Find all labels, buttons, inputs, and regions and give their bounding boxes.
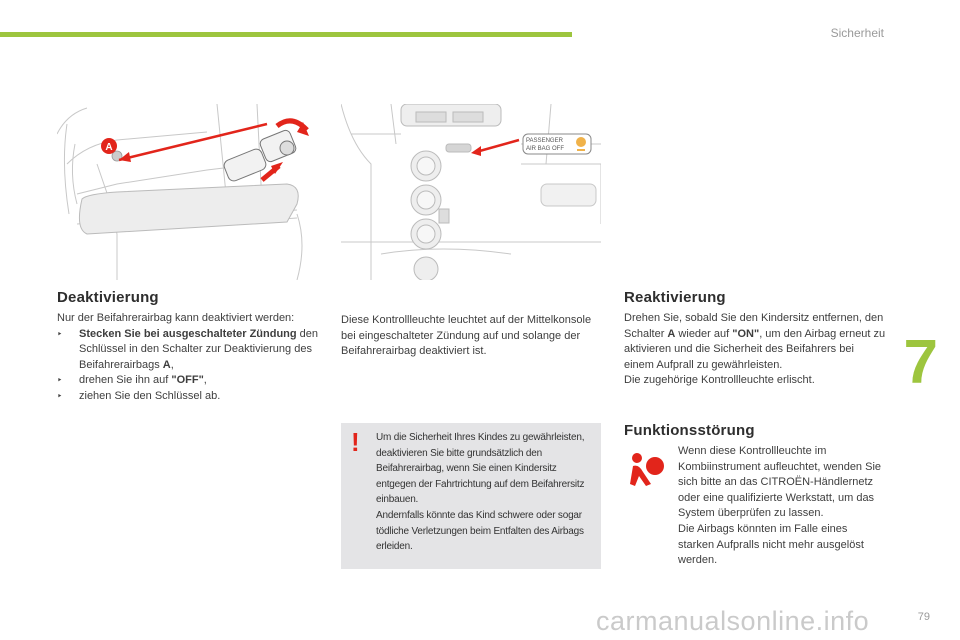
reactivation-lamp-off: Die zugehörige Kontrollleuchte erlischt. <box>624 374 815 387</box>
deactivation-intro: Nur der Beifahrerairbag kann deaktiviert werden: <box>57 312 295 324</box>
deactivation-step-3 <box>57 389 319 405</box>
reactivation-on: "ON" <box>732 327 760 340</box>
airbag-warning-icon <box>627 450 667 490</box>
passenger-airbag-off-lamp <box>523 134 591 154</box>
bullet-marker: ‣ <box>57 390 63 401</box>
section-title: Sicherheit <box>830 26 884 40</box>
reactivation-paragraph <box>624 311 886 373</box>
reactivation-title: Reaktivierung <box>624 289 726 306</box>
warning-icon: ! <box>351 427 360 457</box>
step2-text: drehen Sie ihn auf <box>79 374 172 387</box>
malfunction-text <box>678 444 883 569</box>
deactivation-title: Deaktivierung <box>57 289 159 306</box>
deactivation-steps <box>57 327 319 405</box>
lamp-text-line1: PASSENGER <box>526 138 563 144</box>
step3-text: ziehen Sie den Schlüssel ab. <box>79 389 221 402</box>
warning-line-1: Um die Sicherheit Ihres Kindes zu gewährleisten, deaktivieren Sie bitte grundsätzlich den Beifahrerairbag, wenn Sie einen Kindersitz entgegen der Fahrtrichtung auf dem Beifahrersitz einbauen. <box>376 432 585 506</box>
reactivation-text-post: , um den Airbag erneut zu aktivieren und die Sicherheit des Beifahrers bei einem Aufprall zu gewährleisten. <box>624 327 886 371</box>
step1-ref: A <box>162 358 171 371</box>
center-console-illustration <box>341 104 601 280</box>
step2-end: , <box>203 374 207 387</box>
bullet-marker: ‣ <box>57 328 63 339</box>
bullet-marker: ‣ <box>57 375 63 386</box>
watermark: carmanualsonline.info <box>596 606 870 636</box>
switch-label-a: A <box>105 142 113 153</box>
deactivation-step-1 <box>57 327 319 374</box>
step1-bold: Stecken Sie bei ausgeschalteter Zündung <box>79 327 297 340</box>
step2-bold: "OFF" <box>171 374 204 387</box>
header-accent-bar <box>0 32 572 37</box>
step1-end: , <box>170 358 174 371</box>
deactivation-text <box>57 311 319 405</box>
chapter-number: 7 <box>903 328 938 397</box>
console-lamp-description: Diese Kontrollleuchte leuchtet auf der Mittelkonsole bei eingeschalteter Zündung auf und solange der Beifahrerairbag deaktiviert ist. <box>341 314 592 358</box>
reactivation-text-pre: Drehen Sie, sobald Sie den Kindersitz entfernen, den Schalter <box>624 312 884 340</box>
warning-text <box>376 430 596 555</box>
malfunction-paragraph-2: Die Airbags könnten im Falle eines starken Aufpralls nicht mehr ausgelöst werden. <box>678 522 864 567</box>
reactivation-ref: A <box>667 327 676 340</box>
malfunction-paragraph-1: Wenn diese Kontrollleuchte im Kombiinstrument aufleuchtet, wenden Sie sich bitte an das CITROËN-Händlernetz oder eine qualifizierte Werkstatt, um das System überprüfen zu lassen. <box>678 445 882 520</box>
warning-line-2: Andernfalls könnte das Kind schwere oder sogar tödliche Verletzungen beim Entfalten des Airbags erleiden. <box>376 509 584 553</box>
deactivation-step-2 <box>57 373 319 389</box>
warning-box <box>341 423 601 569</box>
glovebox-key-switch-illustration <box>57 104 310 280</box>
reactivation-text-mid: wieder auf <box>675 327 733 340</box>
lamp-text-line2: AIR BAG OFF <box>526 146 565 152</box>
step1-text: den Schlüssel in den Schalter zur Deaktivierung des Beifahrerairbags <box>79 327 319 371</box>
malfunction-title: Funktionsstörung <box>624 422 755 439</box>
page-number: 79 <box>917 611 930 623</box>
reactivation-text <box>624 311 886 389</box>
